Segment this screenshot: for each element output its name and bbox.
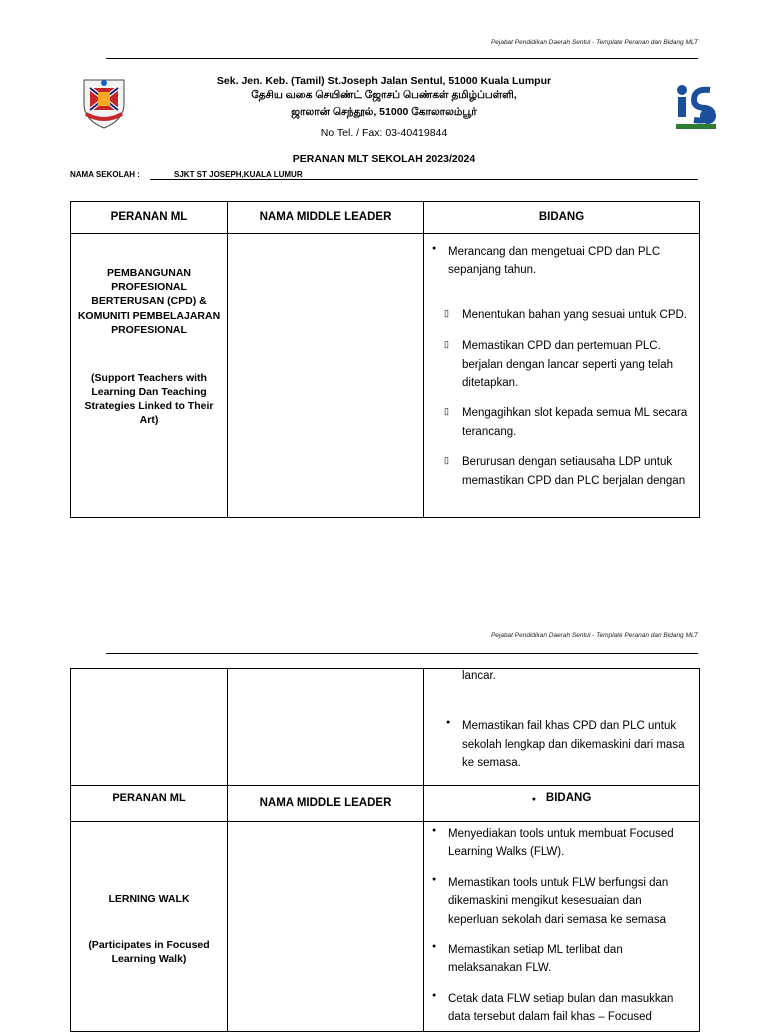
header-nama: NAMA MIDDLE LEADER [228,202,424,234]
bidang-cell-cpd [424,234,700,518]
bidang-bullet: ● Memastikan tools untuk FLW berfungsi dan dikemaskini mengikut kesesuaian dan keperluan sekolah dari semasa ke semasa [448,874,693,929]
bidang-bullet: ● Merancang dan mengetuai CPD dan PLC sepanjang tahun. [448,243,693,280]
school-name-value: SJKT ST JOSEPH,KUALA LUMUR [150,170,698,180]
role-cell-continued [71,669,228,786]
role-title-flw: LERNING WALK [108,893,190,905]
bidang-bullet: ● Menyediakan tools untuk membuat Focused Learning Walks (FLW). [448,825,693,862]
bidang-cell-flw [424,822,700,1032]
bidang-bullet: ● Memastikan setiap ML terlibat dan melaksanakan FLW. [448,941,693,978]
bidang-subitem: ▯ Memastikan CPD dan pertemuan PLC. berjalan dengan lancar seperti yang telah ditetapkan. [424,337,693,392]
school-name: Sek. Jen. Keb. (Tamil) St.Joseph Jalan Sentul, 51000 Kuala Lumpur [216,75,552,87]
district-logo [672,82,718,132]
bidang-bullet: ● Memastikan fail khas CPD dan PLC untuk sekolah lengkap dan dikemaskini dari masa ke semasa. [462,717,693,772]
middle-leader-cell-continued [228,669,424,786]
bidang-subitem: ▯ Menentukan bahan yang sesuai untuk CPD. [424,306,693,324]
header-bidang: BIDANG [424,202,700,234]
role-title-cpd: PEMBANGUNAN PROFESIONAL BERTERUSAN (CPD) & KOMUNITI PEMBELAJARAN PROFESIONAL [77,267,221,336]
roles-table-page1 [70,201,700,518]
school-phone: No Tel. / Fax: 03-40419844 [320,127,448,139]
role-subtitle-cpd: (Support Teachers with Learning Dan Teaching Strategies Linked to Their Art) [84,371,214,427]
school-address-tamil: ஜாலான் செந்தூல், 51000 கோலாலம்பூர் [291,106,477,118]
school-name-label: NAMA SEKOLAH : [70,170,140,179]
middle-leader-cell-cpd [228,234,424,518]
header-nama: NAMA MIDDLE LEADER [228,786,424,822]
middle-leader-cell-flw [228,822,424,1032]
school-name-tamil: தேசிய வகை செயிண்ட் ஜோசப் பெண்கள் தமிழ்ப்பள்ளி, [251,89,517,101]
bidang-cell-continued [424,669,700,786]
header-divider [106,653,698,654]
header-bidang-label: BIDANG [545,792,592,804]
document-title: PERANAN MLT SEKOLAH 2023/2024 [292,153,476,165]
page-header-text: Pejabat Pendidikan Daerah Sentul - Template Peranan dan Bidang MLT [490,39,698,46]
header-bidang: ● BIDANG [424,786,700,822]
bidang-subitem: ▯ Berurusan dengan setiausaha LDP untuk memastikan CPD dan PLC berjalan dengan [424,453,693,490]
header-divider [106,58,698,59]
role-cell-cpd [71,234,228,518]
bidang-bullet: ● Cetak data FLW setiap bulan dan masukkan data tersebut dalam fail khas – Focused [448,990,693,1027]
header-peranan: PERANAN ML [71,202,228,234]
role-subtitle-flw: (Participates in Focused Learning Walk) [88,939,210,966]
role-cell-flw [71,822,228,1032]
roles-table-page2 [70,668,700,1032]
page-header-text: Pejabat Pendidikan Daerah Sentul - Template Peranan dan Bidang MLT [490,632,698,639]
header-peranan: PERANAN ML [71,786,228,822]
bidang-continuation-text: lancar. [462,670,496,682]
bidang-subitem: ▯ Mengagihkan slot kepada semua ML secara terancang. [424,404,693,441]
